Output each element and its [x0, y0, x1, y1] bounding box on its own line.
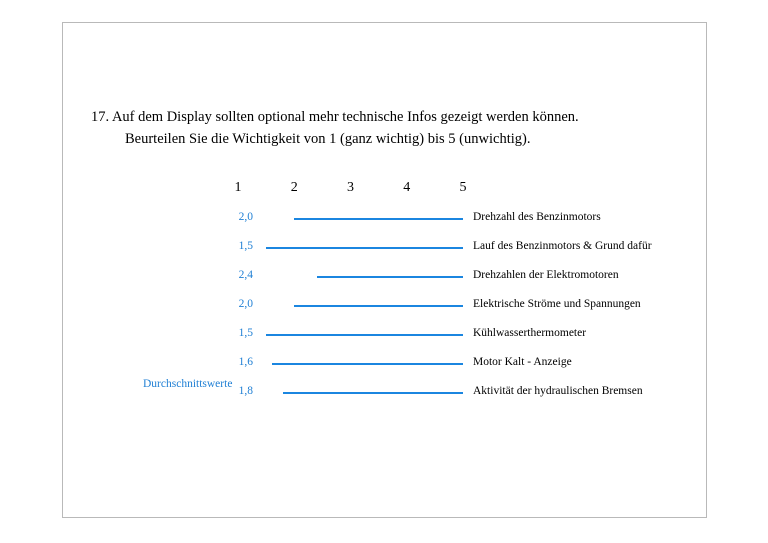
bar-line — [294, 305, 463, 307]
axis-tick-4: 4 — [403, 180, 411, 195]
chart-bar-row — [63, 327, 708, 355]
chart-bar-row — [63, 211, 708, 239]
chart-bar-row — [63, 269, 708, 297]
axis-tick-3: 3 — [347, 180, 354, 195]
bar-category-label: Aktivität der hydraulischen Bremsen — [473, 385, 643, 397]
bar-category-label: Drehzahlen der Elektromotoren — [473, 269, 619, 281]
bar-category-label: Elektrische Ströme und Spannungen — [473, 298, 641, 310]
axis-tick-2: 2 — [290, 180, 298, 195]
axis-tick-1: 1 — [234, 180, 242, 195]
bar-value-label: 2,0 — [238, 211, 253, 223]
bar-line — [266, 247, 463, 249]
chart-bar-row — [63, 298, 708, 326]
bar-value-label: 1,6 — [238, 356, 253, 368]
bar-value-label: 2,0 — [238, 298, 253, 310]
bar-line — [294, 218, 463, 220]
chart-legend: Durchschnittswerte — [143, 378, 233, 390]
bar-line — [272, 363, 463, 365]
bar-value-label: 2,4 — [238, 269, 253, 281]
axis-tick-5: 5 — [459, 180, 467, 195]
bar-line — [283, 392, 463, 394]
bar-category-label: Kühlwasserthermometer — [473, 327, 587, 339]
question-line-1: 17. Auf dem Display sollten optional mehr technische Infos gezeigt werden können. — [91, 109, 579, 125]
chart-bar-row — [63, 240, 708, 268]
chart — [63, 23, 708, 519]
bar-value-label: 1,8 — [238, 385, 253, 397]
bar-line — [317, 276, 463, 278]
bar-value-label: 1,5 — [238, 327, 253, 339]
bar-value-label: 1,5 — [238, 240, 253, 252]
slide — [62, 22, 707, 518]
bar-line — [266, 334, 463, 336]
bar-category-label: Drehzahl des Benzinmotors — [473, 211, 601, 223]
question-line-2: Beurteilen Sie die Wichtigkeit von 1 (ganz wichtig) bis 5 (unwichtig). — [125, 130, 531, 147]
bar-category-label: Motor Kalt - Anzeige — [473, 356, 572, 368]
bar-category-label: Lauf des Benzinmotors & Grund dafür — [473, 240, 652, 252]
